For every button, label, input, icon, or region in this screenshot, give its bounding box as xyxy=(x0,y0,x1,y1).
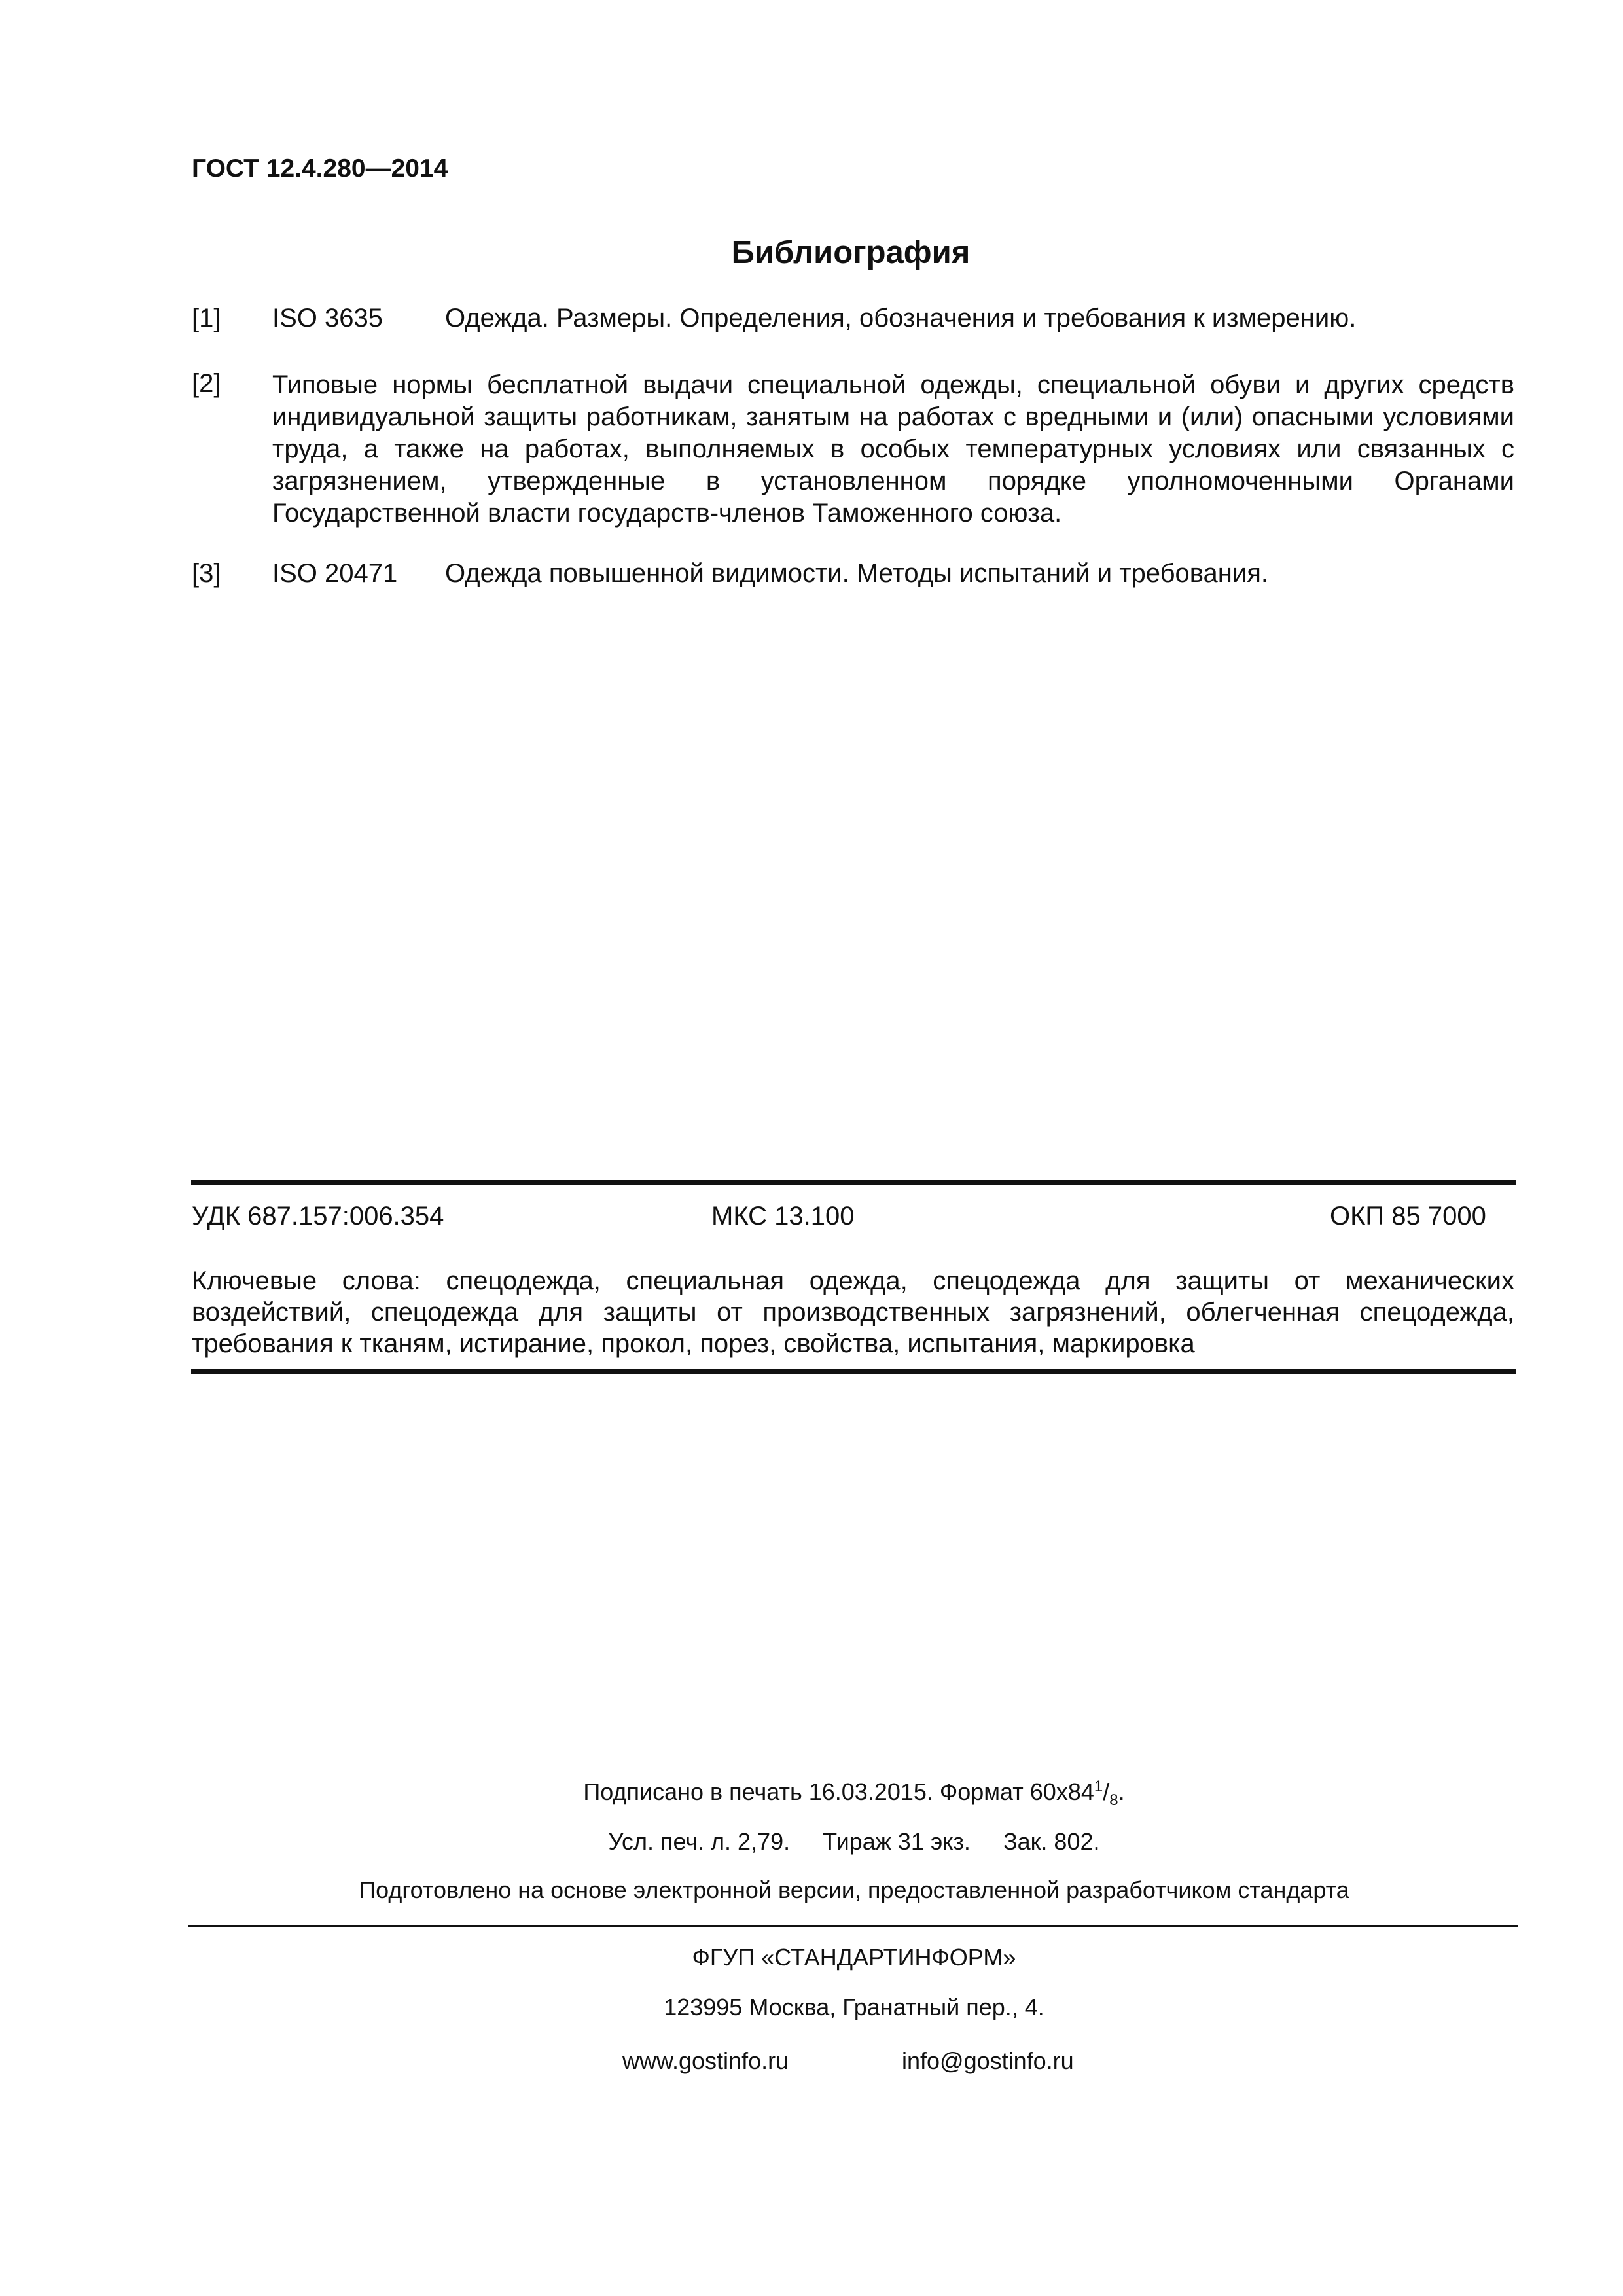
ref-number: [2] xyxy=(192,369,221,398)
fraction-end: . xyxy=(1118,1778,1125,1805)
email-link[interactable]: info@gostinfo.ru xyxy=(902,2047,1074,2074)
publisher-name: ФГУП «СТАНДАРТИНФОРМ» xyxy=(692,1944,1016,1971)
print-details-line xyxy=(0,1828,1623,1856)
signed-line xyxy=(0,1778,1623,1810)
fraction-denominator: 8 xyxy=(1109,1791,1118,1810)
website-link[interactable]: www.gostinfo.ru xyxy=(622,2047,789,2074)
document-code: ГОСТ 12.4.280—2014 xyxy=(192,154,448,183)
ref-standard: ISO 3635 xyxy=(272,304,383,332)
ref-number: [1] xyxy=(192,304,221,332)
bibliography-title: Библиография xyxy=(731,235,971,270)
bottom-rule xyxy=(191,1369,1516,1374)
ref-standard: ISO 20471 xyxy=(272,559,398,588)
prepared-note: Подготовлено на основе электронной версии, предоставленной разработчиком стандарта xyxy=(359,1876,1349,1903)
fraction-separator: / xyxy=(1103,1778,1110,1805)
top-rule xyxy=(191,1180,1516,1185)
imprint-rule xyxy=(188,1925,1518,1927)
ref-text: Типовые нормы бесплатной выдачи специальной одежды, специальной обуви и других средств индивидуальной защиты работникам, занятым на работах с вредными и (или) опасными условиями труда, а также на работах, выполняемых в особых температурных условиях или связанных с загрязнением, утвержденные в установленном порядке уполномоченными Органами Государственной власти государств-членов Таможенного союза. xyxy=(272,370,1514,528)
okp-code: ОКП 85 7000 xyxy=(1330,1202,1486,1230)
circulation: Тираж 31 экз. xyxy=(823,1828,971,1855)
mks-code: МКС 13.100 xyxy=(711,1202,855,1230)
udk-code: УДК 687.157:006.354 xyxy=(192,1202,444,1230)
print-sheets: Усл. печ. л. 2,79. xyxy=(608,1828,791,1855)
signed-text: Подписано в печать 16.03.2015. Формат 60х84 xyxy=(583,1778,1094,1805)
keywords: Ключевые слова: спецодежда, специальная одежда, спецодежда для защиты от механических воздействий, спецодежда для защиты от производственных загрязнений, облегченная спецодежда, требования к тканям, истирание, прокол, порез, свойства, испытания, маркировка xyxy=(192,1266,1514,1358)
fraction-numerator: 1 xyxy=(1094,1778,1103,1795)
ref-text: Одежда. Размеры. Определения, обозначения и требования к измерению. xyxy=(445,304,1357,332)
publisher-address: 123995 Москва, Гранатный пер., 4. xyxy=(664,1994,1044,2020)
ref-text: Одежда повышенной видимости. Методы испытаний и требования. xyxy=(445,559,1268,588)
ref-number: [3] xyxy=(192,559,221,588)
order-number: Зак. 802. xyxy=(1003,1828,1100,1855)
